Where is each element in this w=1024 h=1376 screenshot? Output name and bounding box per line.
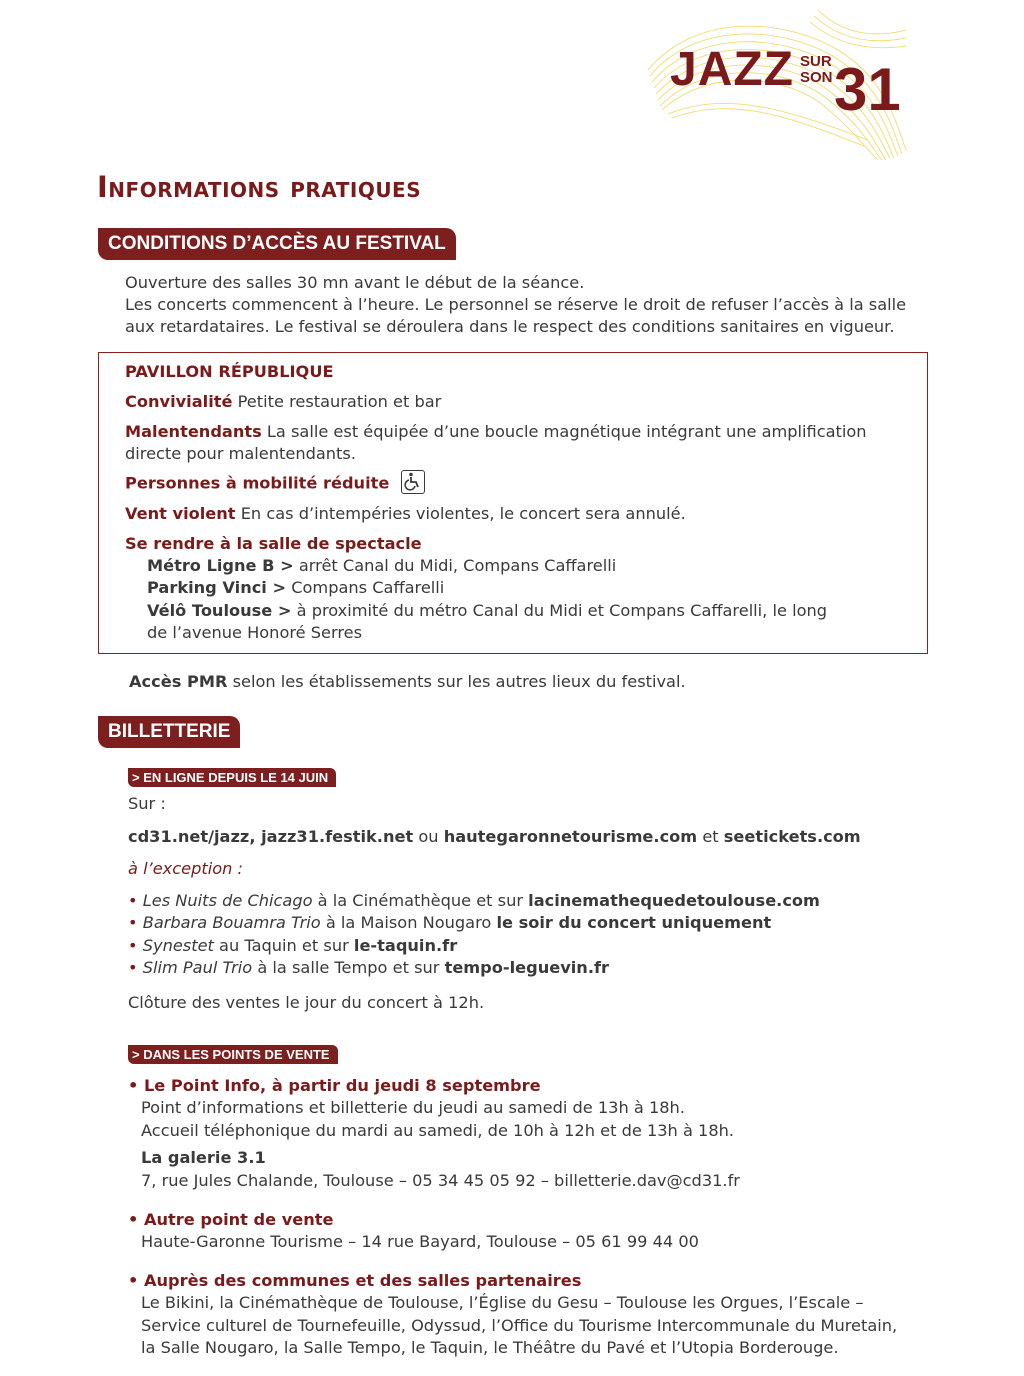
parking-text: Compans Caffarelli [291,578,445,597]
ex1-site[interactable]: lacinemathequedetoulouse.com [528,891,820,910]
online-sur: Sur : [128,794,166,813]
ex1-name: Les Nuits de Chicago [142,891,313,910]
directions-label: Se rendre à la salle de spectacle [125,534,422,553]
points-tag: > DANS LES POINTS DE VENTE [128,1045,338,1064]
exception-item-1: • Les Nuits de Chicago à la Cinémathèque et sur lacinemathequedetoulouse.com [128,891,820,910]
site-cd31[interactable]: cd31.net/jazz, jazz31.festik.net [128,827,414,846]
ex2-text: à la Maison Nougaro [325,913,492,932]
conviviality-row [125,391,441,414]
metro-label: Métro Ligne B > [147,556,294,575]
point-3-title-text: Auprès des communes et des salles partenaires [143,1271,582,1290]
pmr-note [129,671,686,694]
page-title: Informations pratiques [97,170,422,204]
hearing-text-1: La salle est équipée d’une boucle magnétique intégrant une amplification [266,422,867,441]
hearing-label: Malentendants [125,422,262,441]
festival-logo [638,10,908,160]
access-line-3: aux retardataires. Le festival se déroulera dans le respect des conditions sanitaires en vigueur. [125,317,895,336]
point-2-title-text: Autre point de vente [143,1210,334,1229]
ex3-site[interactable]: le-taquin.fr [353,936,458,955]
wind-label: Vent violent [125,504,236,523]
point-3-line-1: Le Bikini, la Cinémathèque de Toulouse, l’Église du Gesu – Toulouse les Orgues, l’Escale – [141,1293,864,1312]
bike-row [147,600,827,623]
site-hautegaronne[interactable]: hautegaronnetourisme.com [443,827,698,846]
site-seetickets[interactable]: seetickets.com [723,827,861,846]
point-2-line: Haute-Garonne Tourisme – 14 rue Bayard, Toulouse – 05 61 99 44 00 [141,1232,699,1251]
ex4-site[interactable]: tempo-leguevin.fr [444,958,610,977]
exception-label: à l’exception : [128,859,243,878]
ex4-text: à la salle Tempo et sur [257,958,440,977]
wind-text: En cas d’intempéries violentes, le concert sera annulé. [240,504,686,523]
ex4-name: Slim Paul Trio [142,958,253,977]
pmr-note-text: selon les établissements sur les autres lieux du festival. [232,672,686,691]
exception-item-3: • Synestet au Taquin et sur le-taquin.fr [128,936,458,955]
point-2-title: • Autre point de vente [128,1210,334,1229]
ticketing-heading: BILLETTERIE [98,716,240,748]
logo-jazz: JAZZ [670,43,794,96]
point-1-address: 7, rue Jules Chalande, Toulouse – 05 34 45 05 92 – billetterie.dav@cd31.fr [141,1171,740,1190]
logo-sur-son [800,54,833,86]
pavillon-name: PAVILLON RÉPUBLIQUE [125,362,334,381]
point-1-title: • Le Point Info, à partir du jeudi 8 septembre [128,1076,541,1095]
text-et: et [702,827,719,846]
access-line-2: Les concerts commencent à l’heure. Le personnel se réserve le droit de refuser l’accès à la salle [125,295,907,314]
online-tag: > EN LIGNE DEPUIS LE 14 JUIN [128,768,336,787]
parking-row [147,577,444,600]
exception-item-2: • Barbara Bouamra Trio à la Maison Nougaro le soir du concert uniquement [128,913,772,932]
ex2-bold: le soir du concert uniquement [496,913,772,932]
bike-text-1: à proximité du métro Canal du Midi et Compans Caffarelli, le long [296,601,828,620]
mobility-row [125,472,425,496]
online-sites [128,826,861,849]
wheelchair-icon [401,470,425,494]
point-3-title: • Auprès des communes et des salles partenaires [128,1271,582,1290]
bike-label: Vélô Toulouse > [147,601,292,620]
conviviality-label: Convivialité [125,392,233,411]
parking-label: Parking Vinci > [147,578,287,597]
point-1-place: La galerie 3.1 [141,1148,266,1167]
wind-row [125,503,686,526]
ex1-text: à la Cinémathèque et sur [317,891,524,910]
ex3-name: Synestet [142,936,214,955]
logo-son: SON [800,69,833,86]
logo-sur: SUR [800,53,832,70]
hearing-row [125,421,867,444]
metro-row [147,555,616,578]
access-heading: CONDITIONS D’ACCÈS AU FESTIVAL [98,228,456,260]
exception-item-4: • Slim Paul Trio à la salle Tempo et sur tempo-leguevin.fr [128,958,610,977]
logo-31: 31 [834,56,901,123]
metro-text: arrêt Canal du Midi, Compans Caffarelli [298,556,617,575]
hearing-text-2: directe pour malentendants. [125,444,356,463]
closing-note: Clôture des ventes le jour du concert à 12h. [128,993,485,1012]
text-ou: ou [418,827,439,846]
bike-text-2: de l’avenue Honoré Serres [147,623,363,642]
access-line-1: Ouverture des salles 30 mn avant le début de la séance. [125,273,585,292]
ex2-name: Barbara Bouamra Trio [142,913,321,932]
mobility-label: Personnes à mobilité réduite [125,473,390,493]
ex3-text: au Taquin et sur [219,936,349,955]
point-3-line-3: la Salle Nougaro, la Salle Tempo, le Taquin, le Théâtre du Pavé et l’Utopia Borderouge. [141,1338,839,1357]
point-1-title-text: Le Point Info, à partir du jeudi 8 septembre [143,1076,541,1095]
point-1-line-2: Accueil téléphonique du mardi au samedi, de 10h à 12h et de 13h à 18h. [141,1121,735,1140]
point-1-line-1: Point d’informations et billetterie du jeudi au samedi de 13h à 18h. [141,1098,685,1117]
conviviality-text: Petite restauration et bar [237,392,442,411]
pmr-note-label: Accès PMR [129,672,228,691]
point-3-line-2: Service culturel de Tournefeuille, Odyssud, l’Office du Tourisme Intercommunale du Muretain, [141,1316,898,1335]
